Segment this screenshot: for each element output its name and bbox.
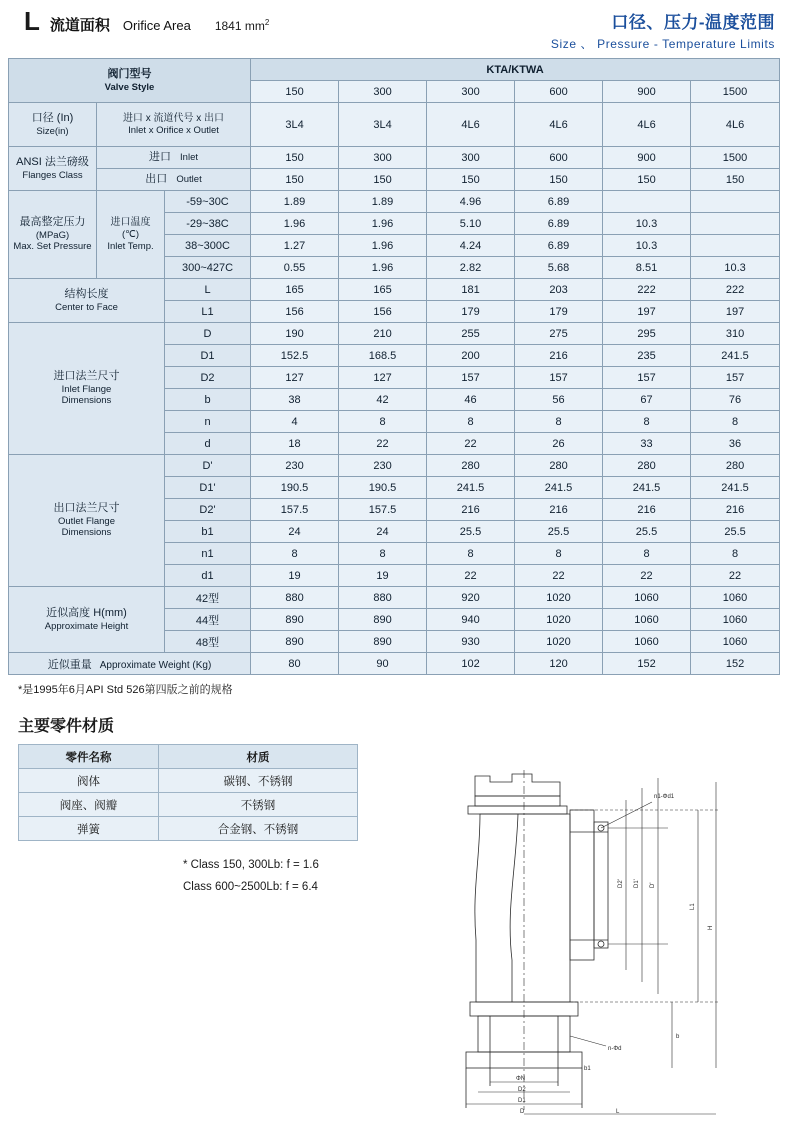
cell-height-label: 近似高度 H(mm) Approximate Height xyxy=(9,587,165,653)
cell-inletflange-0-5: 310 xyxy=(691,323,780,345)
parts-row-2-name: 弹簧 xyxy=(19,817,159,841)
table-row xyxy=(9,653,780,675)
cell-temp-range-1: -29~38C xyxy=(165,213,251,235)
cell-flange-outlet-1: 150 xyxy=(339,169,427,191)
cell-weight-3: 120 xyxy=(515,653,603,675)
cell-maxset-0-3: 6.89 xyxy=(515,191,603,213)
cell-flange-outlet-5: 150 xyxy=(691,169,780,191)
cell-inletflange-2-2: 157 xyxy=(427,367,515,389)
cell-size-label: 口径 (In) Size(in) xyxy=(9,103,97,147)
cell-maxset-2-3: 6.89 xyxy=(515,235,603,257)
cell-centerface-1-5: 197 xyxy=(691,301,780,323)
cell-height-1-3: 1020 xyxy=(515,609,603,631)
cell-flange-inlet-1: 300 xyxy=(339,147,427,169)
drawing-label-D1: D1 xyxy=(518,1098,526,1104)
drawing-label-L: L xyxy=(616,1109,620,1115)
cell-height-sub-0: 42型 xyxy=(165,587,251,609)
cell-outletflange-4-1: 8 xyxy=(339,543,427,565)
cell-maxset-1-2: 5.10 xyxy=(427,213,515,235)
cell-inletflange-3-1: 42 xyxy=(339,389,427,411)
table-row xyxy=(9,279,780,301)
cell-centerface-1-1: 156 xyxy=(339,301,427,323)
cell-maxset-2-4: 10.3 xyxy=(603,235,691,257)
parts-row-2-material: 合金钢、不锈钢 xyxy=(159,817,358,841)
parts-row-0-name: 阀体 xyxy=(19,769,159,793)
cell-maxset-0-2: 4.96 xyxy=(427,191,515,213)
cell-valve-style-0: 150 xyxy=(251,81,339,103)
table-row xyxy=(19,745,358,769)
cell-inletflange-4-5: 8 xyxy=(691,411,780,433)
cell-height-1-0: 890 xyxy=(251,609,339,631)
cell-inletflange-5-0: 18 xyxy=(251,433,339,455)
cell-outletflange-sub-0: D' xyxy=(165,455,251,477)
cell-maxset-3-0: 0.55 xyxy=(251,257,339,279)
parts-row-1-material: 不锈钢 xyxy=(159,793,358,817)
cell-centerface-0-4: 222 xyxy=(603,279,691,301)
cell-inletflange-2-3: 157 xyxy=(515,367,603,389)
table-row xyxy=(9,323,780,345)
cell-maxset-2-5 xyxy=(691,235,780,257)
table-row xyxy=(9,169,780,191)
cell-maxset-1-3: 6.89 xyxy=(515,213,603,235)
cell-outletflange-2-3: 216 xyxy=(515,499,603,521)
cell-height-1-4: 1060 xyxy=(603,609,691,631)
cell-inletflange-0-1: 210 xyxy=(339,323,427,345)
cell-inletflange-sub-4: n xyxy=(165,411,251,433)
cell-flange-inlet-5: 1500 xyxy=(691,147,780,169)
cell-flange-inlet-4: 900 xyxy=(603,147,691,169)
cell-inletflange-label: 进口法兰尺寸 Inlet Flange Dimensions xyxy=(9,323,165,455)
class-note-0: * Class 150, 300Lb: f = 1.6 xyxy=(183,859,319,871)
cell-outletflange-label: 出口法兰尺寸 Outlet Flange Dimensions xyxy=(9,455,165,587)
cell-inletflange-5-4: 33 xyxy=(603,433,691,455)
cell-maxset-label: 最高整定压力 (MPaG) Max. Set Pressure xyxy=(9,191,97,279)
cell-outletflange-0-2: 280 xyxy=(427,455,515,477)
cell-inletflange-0-4: 295 xyxy=(603,323,691,345)
cell-inletflange-4-4: 8 xyxy=(603,411,691,433)
cell-height-1-1: 890 xyxy=(339,609,427,631)
cell-inletflange-sub-3: b xyxy=(165,389,251,411)
drawing-label-D: D xyxy=(520,1109,525,1115)
cell-height-sub-1: 44型 xyxy=(165,609,251,631)
valve-dimension-drawing xyxy=(420,770,778,1115)
cell-maxset-1-1: 1.96 xyxy=(339,213,427,235)
cell-outletflange-5-3: 22 xyxy=(515,565,603,587)
cell-outletflange-4-3: 8 xyxy=(515,543,603,565)
cell-size-0: 3L4 xyxy=(251,103,339,147)
table-row xyxy=(9,59,780,81)
table-row xyxy=(9,455,780,477)
parts-row-0-material: 碳钢、不锈钢 xyxy=(159,769,358,793)
cell-inletflange-sub-1: D1 xyxy=(165,345,251,367)
cell-outletflange-0-3: 280 xyxy=(515,455,603,477)
cell-inletflange-sub-2: D2 xyxy=(165,367,251,389)
drawing-label-nd: n-Φd xyxy=(608,1046,622,1052)
cell-maxset-2-0: 1.27 xyxy=(251,235,339,257)
header-right xyxy=(551,8,775,52)
cell-centerface-1-4: 197 xyxy=(603,301,691,323)
page-title-cn: 口径、压力-温度范围 xyxy=(611,13,775,32)
cell-outletflange-2-0: 157.5 xyxy=(251,499,339,521)
cell-inletflange-5-2: 22 xyxy=(427,433,515,455)
cell-flange-inlet-0: 150 xyxy=(251,147,339,169)
cell-maxset-3-4: 8.51 xyxy=(603,257,691,279)
page-header xyxy=(8,0,779,58)
cell-maxset-0-4 xyxy=(603,191,691,213)
cell-valve-style-label: 阀门型号 Valve Style xyxy=(9,59,251,103)
cell-height-sub-2: 48型 xyxy=(165,631,251,653)
cell-outletflange-5-2: 22 xyxy=(427,565,515,587)
cell-flange-outlet-4: 150 xyxy=(603,169,691,191)
cell-outletflange-1-1: 190.5 xyxy=(339,477,427,499)
cell-valve-style-1: 300 xyxy=(339,81,427,103)
cell-height-1-5: 1060 xyxy=(691,609,780,631)
cell-inletflange-4-2: 8 xyxy=(427,411,515,433)
cell-centerface-0-5: 222 xyxy=(691,279,780,301)
cell-maxset-2-1: 1.96 xyxy=(339,235,427,257)
cell-outletflange-sub-3: b1 xyxy=(165,521,251,543)
cell-valve-style-3: 600 xyxy=(515,81,603,103)
cell-maxset-2-2: 4.24 xyxy=(427,235,515,257)
cell-height-2-2: 930 xyxy=(427,631,515,653)
cell-inletflange-5-3: 26 xyxy=(515,433,603,455)
cell-size-5: 4L6 xyxy=(691,103,780,147)
cell-inletflange-5-1: 22 xyxy=(339,433,427,455)
cell-outletflange-5-5: 22 xyxy=(691,565,780,587)
cell-centerface-label: 结构长度 Center to Face xyxy=(9,279,165,323)
cell-flanges-inlet-label: 进口 Inlet xyxy=(97,147,251,169)
cell-centerface-1-0: 156 xyxy=(251,301,339,323)
cell-weight-0: 80 xyxy=(251,653,339,675)
drawing-label-L1: L1 xyxy=(690,903,696,910)
cell-height-0-2: 920 xyxy=(427,587,515,609)
parts-material-table xyxy=(18,744,358,841)
cell-maxset-0-1: 1.89 xyxy=(339,191,427,213)
cell-centerface-0-3: 203 xyxy=(515,279,603,301)
orifice-area-label-cn: 流道面积 xyxy=(49,17,110,34)
cell-flanges-outlet-label: 出口 Outlet xyxy=(97,169,251,191)
cell-inletflange-1-3: 216 xyxy=(515,345,603,367)
cell-outletflange-2-1: 157.5 xyxy=(339,499,427,521)
cell-inletflange-1-1: 168.5 xyxy=(339,345,427,367)
cell-inletflange-3-0: 38 xyxy=(251,389,339,411)
cell-outletflange-sub-4: n1 xyxy=(165,543,251,565)
cell-outletflange-sub-1: D1' xyxy=(165,477,251,499)
cell-inletflange-2-5: 157 xyxy=(691,367,780,389)
cell-height-2-3: 1020 xyxy=(515,631,603,653)
cell-outletflange-3-1: 24 xyxy=(339,521,427,543)
cell-weight-1: 90 xyxy=(339,653,427,675)
cell-maxset-0-0: 1.89 xyxy=(251,191,339,213)
cell-height-0-4: 1060 xyxy=(603,587,691,609)
orifice-letter: L xyxy=(24,6,40,36)
drawing-label-b: b xyxy=(676,1034,680,1040)
cell-inletflange-3-5: 76 xyxy=(691,389,780,411)
table-row xyxy=(9,103,780,147)
drawing-label-D2p: D2' xyxy=(618,879,624,888)
cell-height-2-5: 1060 xyxy=(691,631,780,653)
drawing-label-D1p: D1' xyxy=(634,879,640,888)
cell-inletflange-2-0: 127 xyxy=(251,367,339,389)
cell-outletflange-1-3: 241.5 xyxy=(515,477,603,499)
drawing-label-n1d1: n1-Φd1 xyxy=(654,794,675,800)
cell-inletflange-3-4: 67 xyxy=(603,389,691,411)
cell-inletflange-4-0: 4 xyxy=(251,411,339,433)
parts-section-title: 主要零件材质 xyxy=(18,718,115,735)
table-row xyxy=(9,587,780,609)
cell-flange-outlet-0: 150 xyxy=(251,169,339,191)
cell-height-0-0: 880 xyxy=(251,587,339,609)
cell-inletflange-3-3: 56 xyxy=(515,389,603,411)
cell-inletflange-1-2: 200 xyxy=(427,345,515,367)
class-note-1: Class 600~2500Lb: f = 6.4 xyxy=(183,880,318,893)
cell-inletflange-0-2: 255 xyxy=(427,323,515,345)
drawing-label-Dp: D' xyxy=(650,882,656,888)
cell-flange-inlet-2: 300 xyxy=(427,147,515,169)
cell-flange-inlet-3: 600 xyxy=(515,147,603,169)
cell-maxset-3-5: 10.3 xyxy=(691,257,780,279)
drawing-label-b1: b1 xyxy=(584,1066,591,1072)
orifice-area-value: 1841 $mm^2$ xyxy=(214,18,270,33)
cell-height-1-2: 940 xyxy=(427,609,515,631)
cell-size-1: 3L4 xyxy=(339,103,427,147)
drawing-label-D2: D2 xyxy=(518,1087,526,1093)
cell-size-4: 4L6 xyxy=(603,103,691,147)
cell-flange-outlet-2: 150 xyxy=(427,169,515,191)
cell-outletflange-0-1: 230 xyxy=(339,455,427,477)
cell-outletflange-2-5: 216 xyxy=(691,499,780,521)
cell-outletflange-3-0: 24 xyxy=(251,521,339,543)
cell-inletflange-1-4: 235 xyxy=(603,345,691,367)
cell-outletflange-4-4: 8 xyxy=(603,543,691,565)
cell-inletflange-1-5: 241.5 xyxy=(691,345,780,367)
table-row xyxy=(19,817,358,841)
cell-height-0-5: 1060 xyxy=(691,587,780,609)
table-row xyxy=(9,147,780,169)
cell-maxset-0-5 xyxy=(691,191,780,213)
cell-maxset-1-5 xyxy=(691,213,780,235)
parts-header-name: 零件名称 xyxy=(19,745,159,769)
cell-centerface-0-1: 165 xyxy=(339,279,427,301)
cell-size-2: 4L6 xyxy=(427,103,515,147)
cell-outletflange-0-4: 280 xyxy=(603,455,691,477)
cell-inletflange-1-0: 152.5 xyxy=(251,345,339,367)
table-row xyxy=(19,793,358,817)
cell-weight-label: 近似重量 Approximate Weight (Kg) xyxy=(9,653,251,675)
cell-outletflange-4-2: 8 xyxy=(427,543,515,565)
cell-inletflange-0-0: 190 xyxy=(251,323,339,345)
cell-size-3: 4L6 xyxy=(515,103,603,147)
cell-outletflange-1-2: 241.5 xyxy=(427,477,515,499)
cell-maxset-1-0: 1.96 xyxy=(251,213,339,235)
cell-outletflange-4-5: 8 xyxy=(691,543,780,565)
cell-outletflange-2-4: 216 xyxy=(603,499,691,521)
cell-height-0-1: 880 xyxy=(339,587,427,609)
header-left xyxy=(12,8,269,35)
cell-inletflange-4-3: 8 xyxy=(515,411,603,433)
cell-inletflange-2-4: 157 xyxy=(603,367,691,389)
cell-maxset-3-2: 2.82 xyxy=(427,257,515,279)
cell-outletflange-1-0: 190.5 xyxy=(251,477,339,499)
cell-centerface-0-0: 165 xyxy=(251,279,339,301)
drawing-label-H: H xyxy=(708,925,714,930)
cell-weight-2: 102 xyxy=(427,653,515,675)
orifice-area-label-en: Orifice Area xyxy=(122,18,191,33)
table-row xyxy=(19,769,358,793)
cell-valve-style-4: 900 xyxy=(603,81,691,103)
cell-outletflange-1-5: 241.5 xyxy=(691,477,780,499)
cell-maxset-1-4: 10.3 xyxy=(603,213,691,235)
cell-outletflange-3-2: 25.5 xyxy=(427,521,515,543)
specification-table xyxy=(8,58,780,675)
cell-outletflange-3-4: 25.5 xyxy=(603,521,691,543)
cell-centerface-1-2: 179 xyxy=(427,301,515,323)
cell-outletflange-4-0: 8 xyxy=(251,543,339,565)
cell-inletflange-4-1: 8 xyxy=(339,411,427,433)
cell-centerface-sub-0: L xyxy=(165,279,251,301)
cell-inletflange-sub-0: D xyxy=(165,323,251,345)
parts-row-1-name: 阀座、阀瓣 xyxy=(19,793,159,817)
parts-header-material: 材质 xyxy=(159,745,358,769)
cell-inletflange-5-5: 36 xyxy=(691,433,780,455)
cell-temp-range-3: 300~427C xyxy=(165,257,251,279)
table-footnote: *是1995年6月API Std 526第四版之前的规格 xyxy=(18,684,233,696)
cell-outletflange-sub-5: d1 xyxy=(165,565,251,587)
cell-inletflange-3-2: 46 xyxy=(427,389,515,411)
cell-temp-range-0: -59~30C xyxy=(165,191,251,213)
cell-height-0-3: 1020 xyxy=(515,587,603,609)
cell-height-2-4: 1060 xyxy=(603,631,691,653)
cell-inletflange-sub-5: d xyxy=(165,433,251,455)
cell-maxset-3-3: 5.68 xyxy=(515,257,603,279)
cell-temp-range-2: 38~300C xyxy=(165,235,251,257)
cell-centerface-1-3: 179 xyxy=(515,301,603,323)
cell-weight-5: 152 xyxy=(691,653,780,675)
cell-centerface-0-2: 181 xyxy=(427,279,515,301)
cell-outletflange-3-5: 25.5 xyxy=(691,521,780,543)
cell-weight-4: 152 xyxy=(603,653,691,675)
page-title-en: Size 、 Pressure - Temperature Limits xyxy=(550,37,775,51)
cell-outletflange-5-4: 22 xyxy=(603,565,691,587)
cell-valve-style-5: 1500 xyxy=(691,81,780,103)
cell-outletflange-sub-2: D2' xyxy=(165,499,251,521)
cell-outletflange-5-1: 19 xyxy=(339,565,427,587)
cell-centerface-sub-1: L1 xyxy=(165,301,251,323)
cell-outletflange-1-4: 241.5 xyxy=(603,477,691,499)
cell-height-2-0: 890 xyxy=(251,631,339,653)
table-row xyxy=(9,191,780,213)
cell-group-header: KTA/KTWA xyxy=(251,59,780,81)
cell-outletflange-3-3: 25.5 xyxy=(515,521,603,543)
cell-flanges-label: ANSI 法兰磅级 Flanges Class xyxy=(9,147,97,191)
cell-outletflange-2-2: 216 xyxy=(427,499,515,521)
drawing-label-phiN: ΦN xyxy=(516,1076,526,1082)
cell-inletflange-2-1: 127 xyxy=(339,367,427,389)
cell-flange-outlet-3: 150 xyxy=(515,169,603,191)
cell-size-sublabel: 进口 x 流道代号 x 出口 Inlet x Orifice x Outlet xyxy=(97,103,251,147)
cell-outletflange-5-0: 19 xyxy=(251,565,339,587)
cell-outletflange-0-5: 280 xyxy=(691,455,780,477)
cell-inlet-temp-label: 进口温度 (℃) Inlet Temp. xyxy=(97,191,165,279)
cell-valve-style-2: 300 xyxy=(427,81,515,103)
cell-inletflange-0-3: 275 xyxy=(515,323,603,345)
cell-height-2-1: 890 xyxy=(339,631,427,653)
cell-outletflange-0-0: 230 xyxy=(251,455,339,477)
cell-maxset-3-1: 1.96 xyxy=(339,257,427,279)
